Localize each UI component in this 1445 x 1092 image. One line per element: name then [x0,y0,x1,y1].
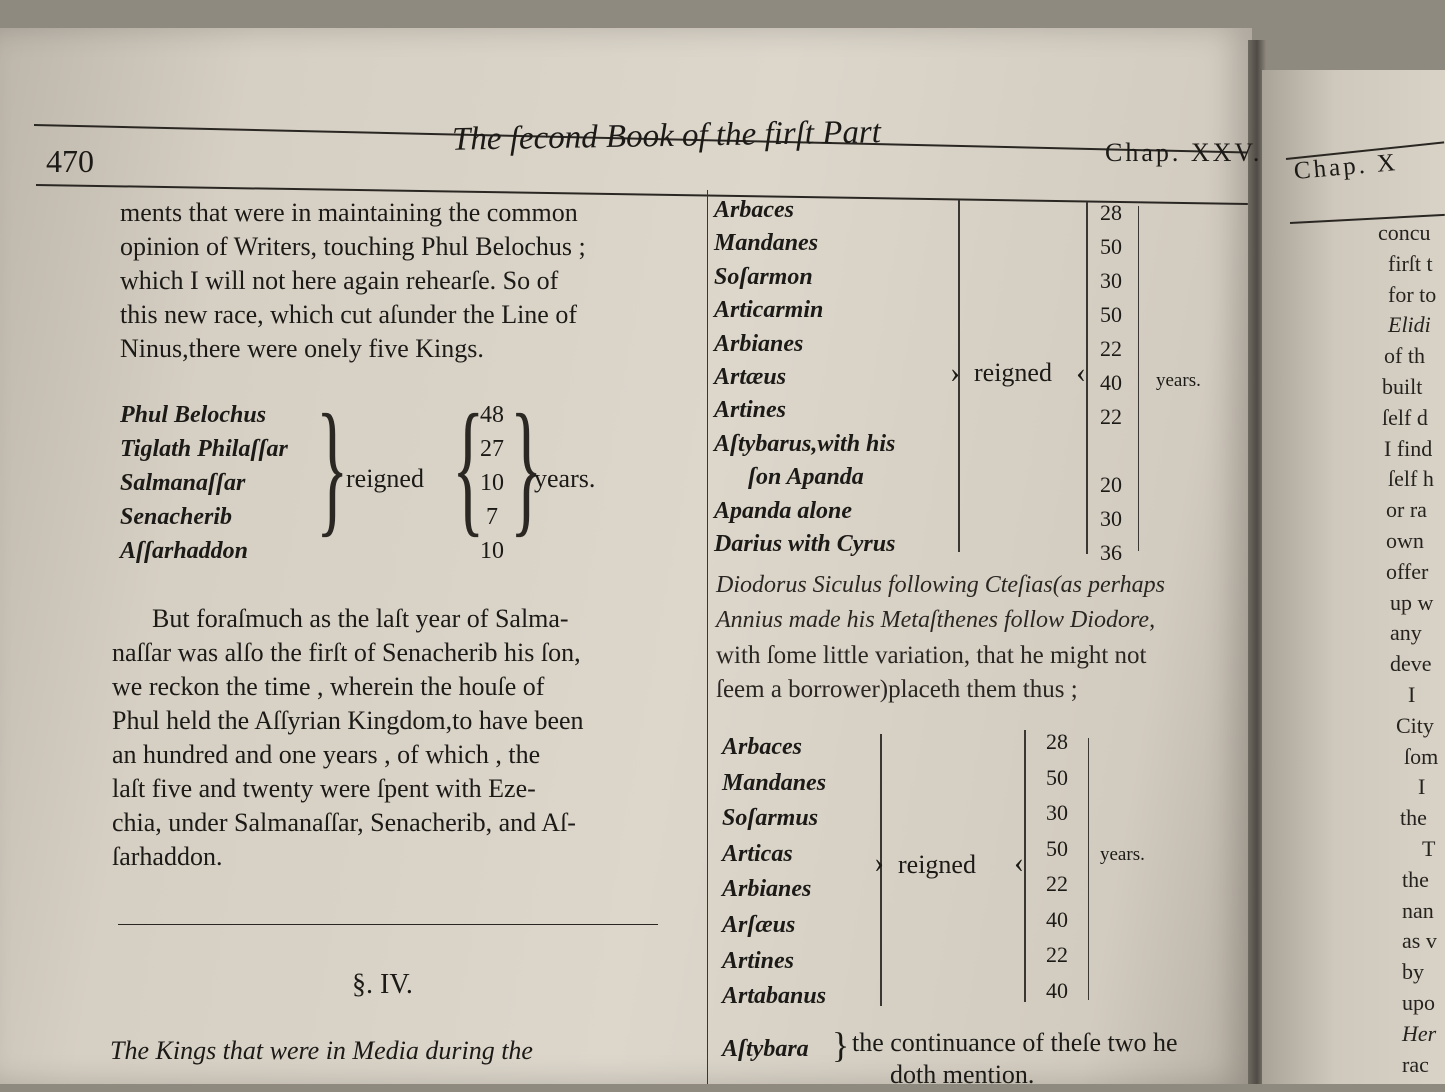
text-line: any [1390,620,1422,646]
brace-right-icon: } [510,384,543,550]
text-line: laſt five and twenty were ſpent with Eze- [112,774,536,803]
year-value: 22 [1046,942,1068,967]
text-line: ments that were in maintaining the common [120,198,578,227]
table1-names-list [714,194,895,561]
brace-point-icon: › [874,846,884,879]
left-paragraph-2 [112,602,584,874]
reigned-label: reigned [346,464,424,493]
chapter-label: Chap. XXV. [1105,138,1263,167]
text-line: nan [1402,897,1434,923]
king-name: Arſæus [722,911,796,938]
text-line: for to [1388,281,1437,307]
text-line: ſelf d [1382,404,1428,430]
text-line: with ſome little variation, that he might not [716,642,1147,669]
year-value: 22 [1100,336,1122,361]
text-line: But foraſmuch as the laſt year of Salma- [152,604,569,633]
king-name: Soſarmus [722,805,819,832]
next-page-text [1378,218,1438,1080]
section-intro: The Kings that were in Media during the [110,1036,533,1065]
year-value: 40 [1100,370,1122,395]
text-line: upo [1402,989,1435,1015]
year-value: 30 [1100,268,1122,293]
king-name: ſon Apanda [748,464,864,491]
continuance-line: the continuance of theſe two he [852,1028,1178,1057]
table1-years-list [1090,196,1132,570]
king-name: Aſſarhaddon [120,538,249,564]
table2-names-list [722,730,826,1015]
king-name: Soſarmon [714,263,813,290]
years-label: years. [1156,370,1201,391]
king-name: Articarmin [714,297,824,324]
text-line: Diodorus Siculus following Cteſias(as perhaps [716,572,1165,598]
brace-point-icon: ‹ [1076,356,1086,389]
table2-bracket-far [1088,738,1089,1000]
text-line: or ra [1386,497,1427,523]
text-line: I [1418,774,1426,800]
years-label: years. [1100,844,1145,865]
table1-bracket-far [1138,206,1139,551]
king-name: Arbaces [722,734,802,760]
text-line: by [1402,959,1424,985]
table1-bracket-right [1086,202,1088,554]
year-value: 7 [486,504,498,530]
year-value: 22 [1046,871,1068,896]
left-paragraph-1 [120,196,586,366]
king-name: Arbaces [714,197,794,223]
year-value: 27 [480,436,504,462]
column-divider [707,190,708,1084]
text-line: ſeem a borrower)placeth them thus ; [716,676,1078,703]
brace-right-icon: } [316,384,349,550]
king-name: Tiglath Philaſſar [120,436,288,462]
year-value: 50 [1100,302,1122,327]
text-line: opinion of Writers, touching Phul Belochus ; [120,232,586,261]
text-line: of th [1384,343,1425,369]
text-line: firſt t [1388,250,1433,276]
king-name: Apanda alone [714,497,853,524]
years-label: years. [534,464,596,493]
text-line: Ninus,there were onely five Kings. [120,334,484,363]
text-line: rac [1402,1051,1429,1077]
text-line: naſſar was alſo the firſt of Senacherib his ſon, [112,638,581,667]
astybara-name: Aſtybara [722,1036,809,1062]
king-name: Salmanaſſar [120,470,246,496]
year-value: 20 [1100,472,1122,497]
running-title: The ſecond Book of the firſt Part [451,114,882,158]
brace-point-icon: ‹ [1014,846,1024,879]
king-name: Darius with Cyrus [714,531,896,558]
year-value: 10 [480,470,504,496]
year-value: 22 [1100,404,1122,429]
text-line: I find [1384,435,1433,461]
text-line: this new race, which cut aſunder the Line of [120,300,577,329]
text-line: we reckon the time , wherein the houſe of [112,672,545,701]
year-value: 28 [1100,200,1122,225]
year-value: 40 [1046,906,1068,932]
section-rule [118,924,658,925]
section-heading: §. IV. [352,969,413,1000]
reigned-label: reigned [898,850,976,879]
text-line: built [1382,373,1423,399]
king-name: Artæus [714,364,787,391]
year-value: 50 [1046,764,1068,790]
king-name: Arbianes [714,330,804,357]
text-line: up w [1390,589,1434,615]
king-name: Artines [722,947,795,974]
text-line: Phul held the Aſſyrian Kingdom,to have been [112,706,584,735]
reigned-label: reigned [974,358,1052,387]
year-value: 28 [1046,729,1068,754]
table2-bracket-right [1024,730,1026,1002]
year-value: 30 [1100,506,1122,531]
text-line: City [1396,712,1434,738]
text-line: I [1408,681,1416,707]
brace-right-icon: } [832,1025,850,1065]
king-name: Mandanes [714,230,819,257]
text-line: the [1400,805,1427,831]
text-line: an hundred and one years , of which , the [112,740,541,769]
year-value: 48 [480,402,504,428]
king-name: Senacherib [120,504,233,530]
king-name: Artabanus [722,983,827,1010]
continuance-line-2: doth mention. [890,1060,1035,1089]
text-line: own [1386,527,1424,553]
text-line: Annius made his Metaſthenes follow Diodore, [716,607,1156,633]
king-name: Mandanes [722,769,827,796]
king-name: Aſtybarus,with his [714,430,896,457]
text-line: which I will not here again rehearſe. So of [120,266,559,295]
king-name: Articas [722,840,793,867]
text-line: Elidi [1388,312,1431,338]
text-line: offer [1386,558,1429,584]
king-name: Artines [714,397,787,424]
text-line: ſom [1404,743,1439,769]
brace-left-icon: { [452,384,485,550]
text-line: deve [1390,651,1432,677]
brace-point-icon: › [950,356,960,389]
year-value: 50 [1100,234,1122,259]
year-value: 36 [1100,540,1122,565]
next-chapter-label: Chap. X [1292,148,1400,185]
kings-years-list [472,398,512,568]
year-value: 50 [1046,835,1068,861]
year-value: 40 [1046,977,1068,1003]
table2-years-list [1030,724,1084,1008]
text-line: chia, under Salmanaſſar, Senacherib, and Aſ- [112,808,576,837]
year-value: 10 [480,538,504,564]
text-line: concu [1378,220,1431,245]
kings-names-list [120,398,288,568]
text-line: ſelf h [1388,466,1434,492]
king-name: Phul Belochus [120,402,267,428]
page-number: 470 [46,143,94,179]
text-line: the [1402,866,1429,892]
king-name: Arbianes [722,876,812,903]
text-line: T [1422,835,1436,861]
text-line: as v [1402,928,1437,954]
text-line: Her [1402,1020,1437,1046]
text-line: ſarhaddon. [112,842,223,871]
year-value: 30 [1046,800,1068,825]
